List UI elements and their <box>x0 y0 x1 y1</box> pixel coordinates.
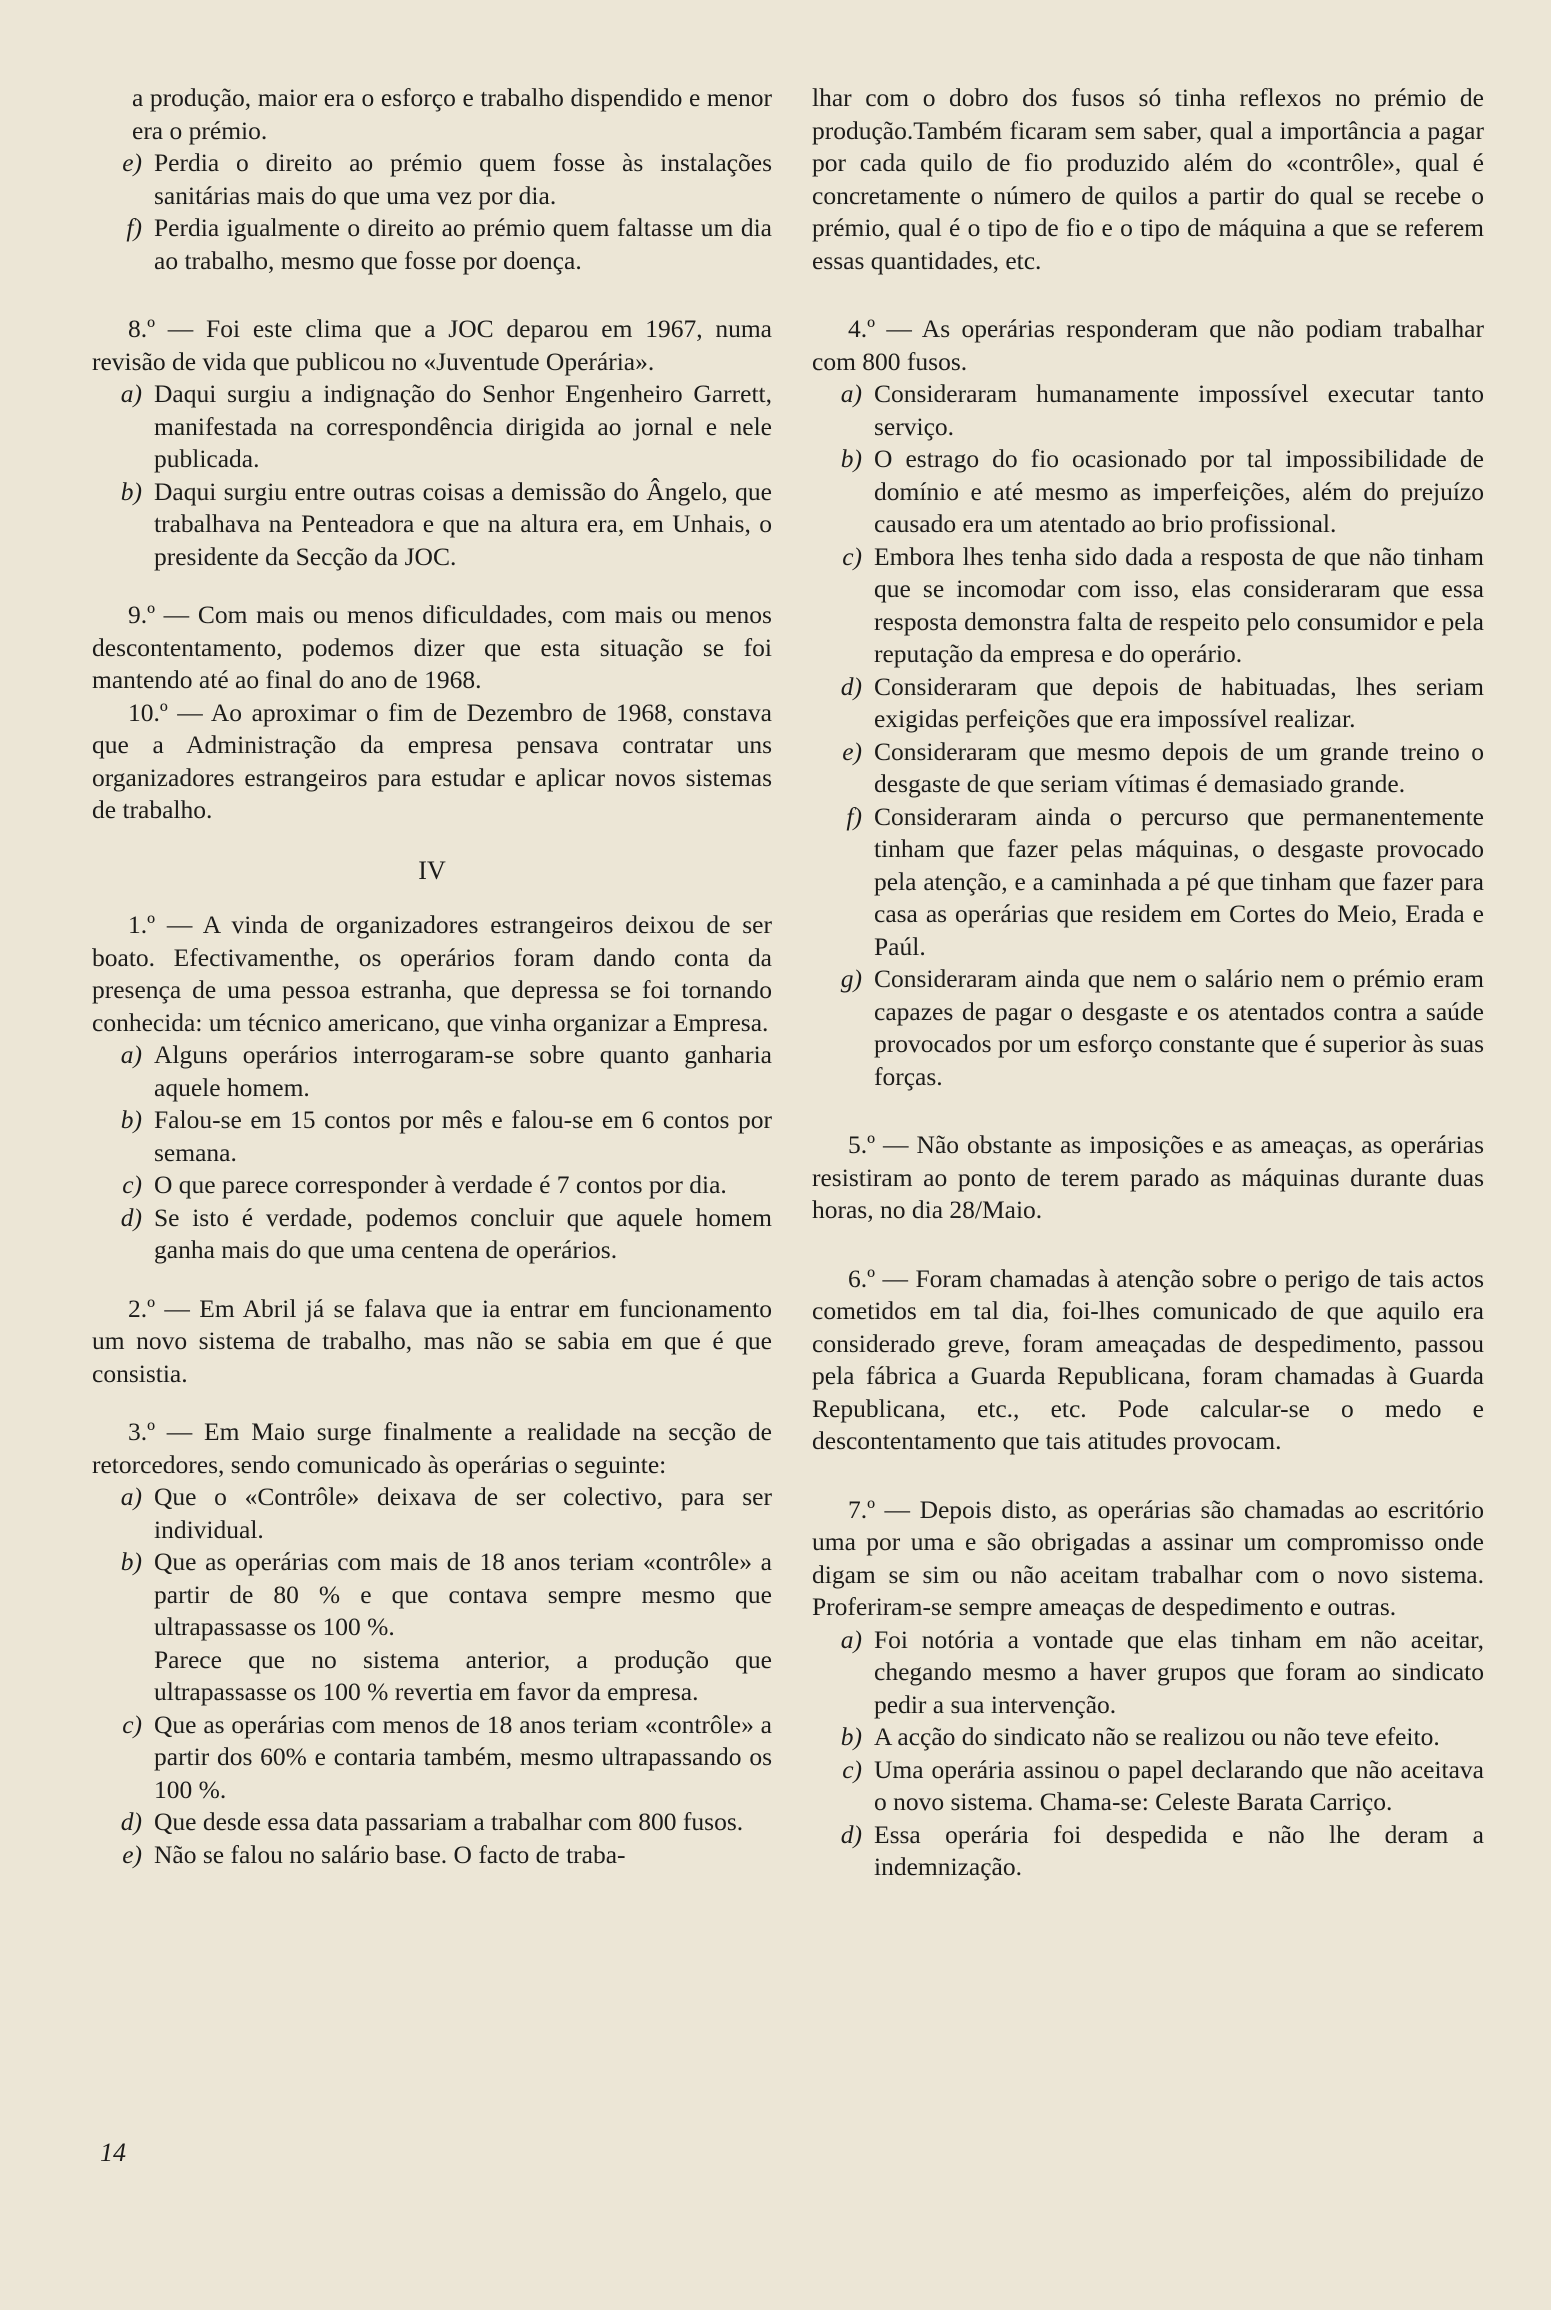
list-item <box>92 378 772 476</box>
list-marker: d) <box>840 1819 862 1849</box>
list-text: Consideraram que depois de habituadas, lhes seriam exigidas perfeições que era impossível realizar. <box>874 671 1484 733</box>
list-marker: d) <box>120 1807 142 1836</box>
list-item <box>92 1806 772 1839</box>
list-text: Daqui surgiu a indignação do Senhor Engenheiro Garrett, manifestada na correspondência dirigida ao jornal e nele publicada. <box>154 379 772 473</box>
list-marker: a) <box>120 379 142 408</box>
list-item <box>92 1104 772 1169</box>
paragraph-5: 5.º — Não obstante as imposições e as ameaças, as operárias resistiram ao ponto de terem parado as máquinas durante duas horas, no dia 28/Maio. <box>812 1130 1484 1224</box>
list-text: Que as operárias com menos de 18 anos teriam «contrôle» a partir dos 60% e contaria também, mesmo ultrapassando os 100 %. <box>154 1709 772 1804</box>
list-text: Que as operárias com mais de 18 anos teriam «contrôle» a partir de 80 % e que contava sempre mesmo que ultrapassasse os 100 %. <box>154 1547 772 1641</box>
list-text: O estrago do fio ocasionado por tal impossibilidade de domínio e até mesmo as imperfeições, além do prejuízo causado era um atentado ao brio profissional. <box>874 444 1484 538</box>
list-item <box>92 1169 772 1202</box>
list-text: Consideraram humanamente impossível executar tanto serviço. <box>874 379 1484 441</box>
list-marker: d) <box>120 1202 142 1232</box>
list-marker: c) <box>842 541 862 571</box>
list-note: Parece que no sistema anterior, a produção que ultrapassasse os 100 % revertia em favor da empresa. <box>154 1644 772 1706</box>
list-item <box>92 147 772 212</box>
list-item <box>92 1039 772 1104</box>
list-text: Foi notória a vontade que elas tinham em não aceitar, chegando mesmo a haver grupos que foram ao sindicato pedir a sua intervenção. <box>874 1624 1484 1719</box>
list-item <box>812 963 1484 1093</box>
paragraph-6: 6.º — Foram chamadas à atenção sobre o perigo de tais actos cometidos em tal dia, foi-lhes comunicado de que aquilo era considerado greve, foram ameaçadas de despedimento, passou pela fábrica a Guarda Republicana, foram chamadas à Guarda Republicana, etc., etc. Pode calcular-se o medo e descontentamento que tais atitudes provocam. <box>812 1263 1484 1455</box>
list-marker: b) <box>840 444 862 473</box>
paragraph-8: 8.º — Foi este clima que a JOC deparou em 1967, numa revisão de vida que publicou no «Juventude Operária». <box>92 314 772 376</box>
list-marker: e) <box>122 148 142 177</box>
list-marker: b) <box>120 1547 142 1576</box>
paragraph-4: 4.º — As operárias responderam que não podiam trabalhar com 800 fusos. <box>812 314 1484 376</box>
list-item <box>92 1202 772 1267</box>
list-text: Perdia igualmente o direito ao prémio quem faltasse um dia ao trabalho, mesmo que fosse por doença. <box>154 213 772 275</box>
list-text: Perdia o direito ao prémio quem fosse às instalações sanitárias mais do que uma vez por dia. <box>154 148 772 210</box>
paragraph-10: 10.º — Ao aproximar o fim de Dezembro de 1968, constava que a Administração da empresa pensava contratar uns organizadores estrangeiros para estudar e aplicar novos sistemas de trabalho. <box>92 697 772 824</box>
list-item <box>812 1819 1484 1884</box>
list-text: Falou-se em 15 contos por mês e falou-se em 6 contos por semana. <box>154 1105 772 1167</box>
list-item <box>812 671 1484 736</box>
paragraph-1: 1.º — A vinda de organizadores estrangeiros deixou de ser boato. Efectivamenthe, os operários foram dando conta da presença de uma pessoa estranha, que depressa se foi tornando conhecida: um técnico americano, que vinha organizar a Empresa. <box>92 910 772 1037</box>
paragraph-continuation: a produção, maior era o esforço e trabalho dispendido e menor era o prémio. <box>132 83 772 145</box>
list-text: O que parece corresponder à verdade é 7 contos por dia. <box>154 1170 727 1199</box>
list-item <box>812 1754 1484 1819</box>
list-marker: c) <box>122 1709 142 1739</box>
list-text: Não se falou no salário base. O facto de traba- <box>154 1839 626 1869</box>
list-item <box>92 1546 772 1709</box>
list-item <box>812 378 1484 443</box>
list-text: Embora lhes tenha sido dada a resposta de que não tinham que se incomodar com isso, elas consideraram que essa resposta demonstra falta de respeito pelo consumidor e pela reputação da empresa e do operário. <box>874 541 1484 668</box>
paragraph-9: 9.º — Com mais ou menos dificuldades, com mais ou menos descontentamento, podemos dizer que esta situação se foi mantendo até ao final do ano de 1968. <box>92 600 772 694</box>
list-text: Consideraram ainda que nem o salário nem o prémio eram capazes de pagar o desgaste e os atentados contra a saúde provocados por um esforço constante que é superior às suas forças. <box>874 964 1484 1091</box>
list-text: Consideraram ainda o percurso que permanentemente tinham que fazer pelas máquinas, o desgaste provocado pela atenção, e a caminhada a pé que tinham que fazer para casa as operárias que residem em Cortes do Meio, Erada e Paúl. <box>874 801 1484 961</box>
list-text: Alguns operários interrogaram-se sobre quanto ganharia aquele homem. <box>154 1040 772 1102</box>
list-item <box>812 1721 1484 1754</box>
list-item <box>812 443 1484 541</box>
list-item <box>812 736 1484 801</box>
list-item <box>92 476 772 574</box>
left-column <box>92 82 772 1871</box>
list-text: Uma operária assinou o papel declarando que não aceitava o novo sistema. Chama-se: Celeste Barata Carriço. <box>874 1754 1484 1816</box>
list-text: Que o «Contrôle» deixava de ser colectivo, para ser individual. <box>154 1482 772 1544</box>
list-marker: f) <box>126 213 142 242</box>
list-marker: a) <box>120 1040 142 1069</box>
list-text: Consideraram que mesmo depois de um grande treino o desgaste de que seriam vítimas é demasiado grande. <box>874 736 1484 798</box>
right-column <box>812 82 1484 1884</box>
list-marker: e) <box>842 736 862 766</box>
list-marker: a) <box>840 379 862 408</box>
paragraph-7: 7.º — Depois disto, as operárias são chamadas ao escritório uma por uma e são obrigadas a assinar um compromisso onde digam se sim ou não aceitam trabalhar com o novo sistema. Proferiram-se sempre ameaças de despedimento e outras. <box>812 1494 1484 1621</box>
page-number: 14 <box>100 2138 126 2167</box>
list-marker: a) <box>120 1482 142 1511</box>
list-item <box>812 1624 1484 1722</box>
list-marker: b) <box>840 1722 862 1751</box>
list-item <box>812 801 1484 964</box>
list-text: Daqui surgiu entre outras coisas a demissão do Ângelo, que trabalhava na Penteadora e que na altura era, em Unhais, o presidente da Secção da JOC. <box>154 476 772 571</box>
list-item <box>92 1709 772 1807</box>
list-text: Essa operária foi despedida e não lhe deram a indemnização. <box>874 1819 1484 1881</box>
list-marker: c) <box>842 1754 862 1784</box>
list-marker: f) <box>846 801 862 831</box>
list-text: Que desde essa data passariam a trabalhar com 800 fusos. <box>154 1807 744 1836</box>
list-item <box>92 212 772 277</box>
list-marker: a) <box>840 1624 862 1654</box>
paragraph-2: 2.º — Em Abril já se falava que ia entrar em funcionamento um novo sistema de trabalho, mas não se sabia em que é que consistia. <box>92 1293 772 1388</box>
list-marker: d) <box>840 671 862 701</box>
section-heading: IV <box>418 855 446 885</box>
list-marker: g) <box>840 964 862 993</box>
list-item <box>92 1481 772 1546</box>
list-marker: b) <box>120 476 142 506</box>
paragraph-continuation: lhar com o dobro dos fusos só tinha reflexos no prémio de produção.Também ficaram sem saber, qual a importância a pagar por cada quilo de fio produzido além do «contrôle», qual é concretamente o número de quilos a partir do qual se recebe o prémio, qual é o tipo de fio e o tipo de máquina a que se referem essas quantidades, etc. <box>812 83 1484 275</box>
paragraph-3: 3.º — Em Maio surge finalmente a realidade na secção de retorcedores, sendo comunicado às operárias o seguinte: <box>92 1417 772 1479</box>
list-marker: e) <box>122 1839 142 1869</box>
list-text: A acção do sindicato não se realizou ou não teve efeito. <box>874 1722 1440 1751</box>
list-text: Se isto é verdade, podemos concluir que aquele homem ganha mais do que uma centena de operários. <box>154 1202 772 1264</box>
list-item <box>92 1839 772 1872</box>
list-item <box>812 541 1484 671</box>
list-marker: c) <box>122 1170 142 1199</box>
list-marker: b) <box>120 1105 142 1134</box>
